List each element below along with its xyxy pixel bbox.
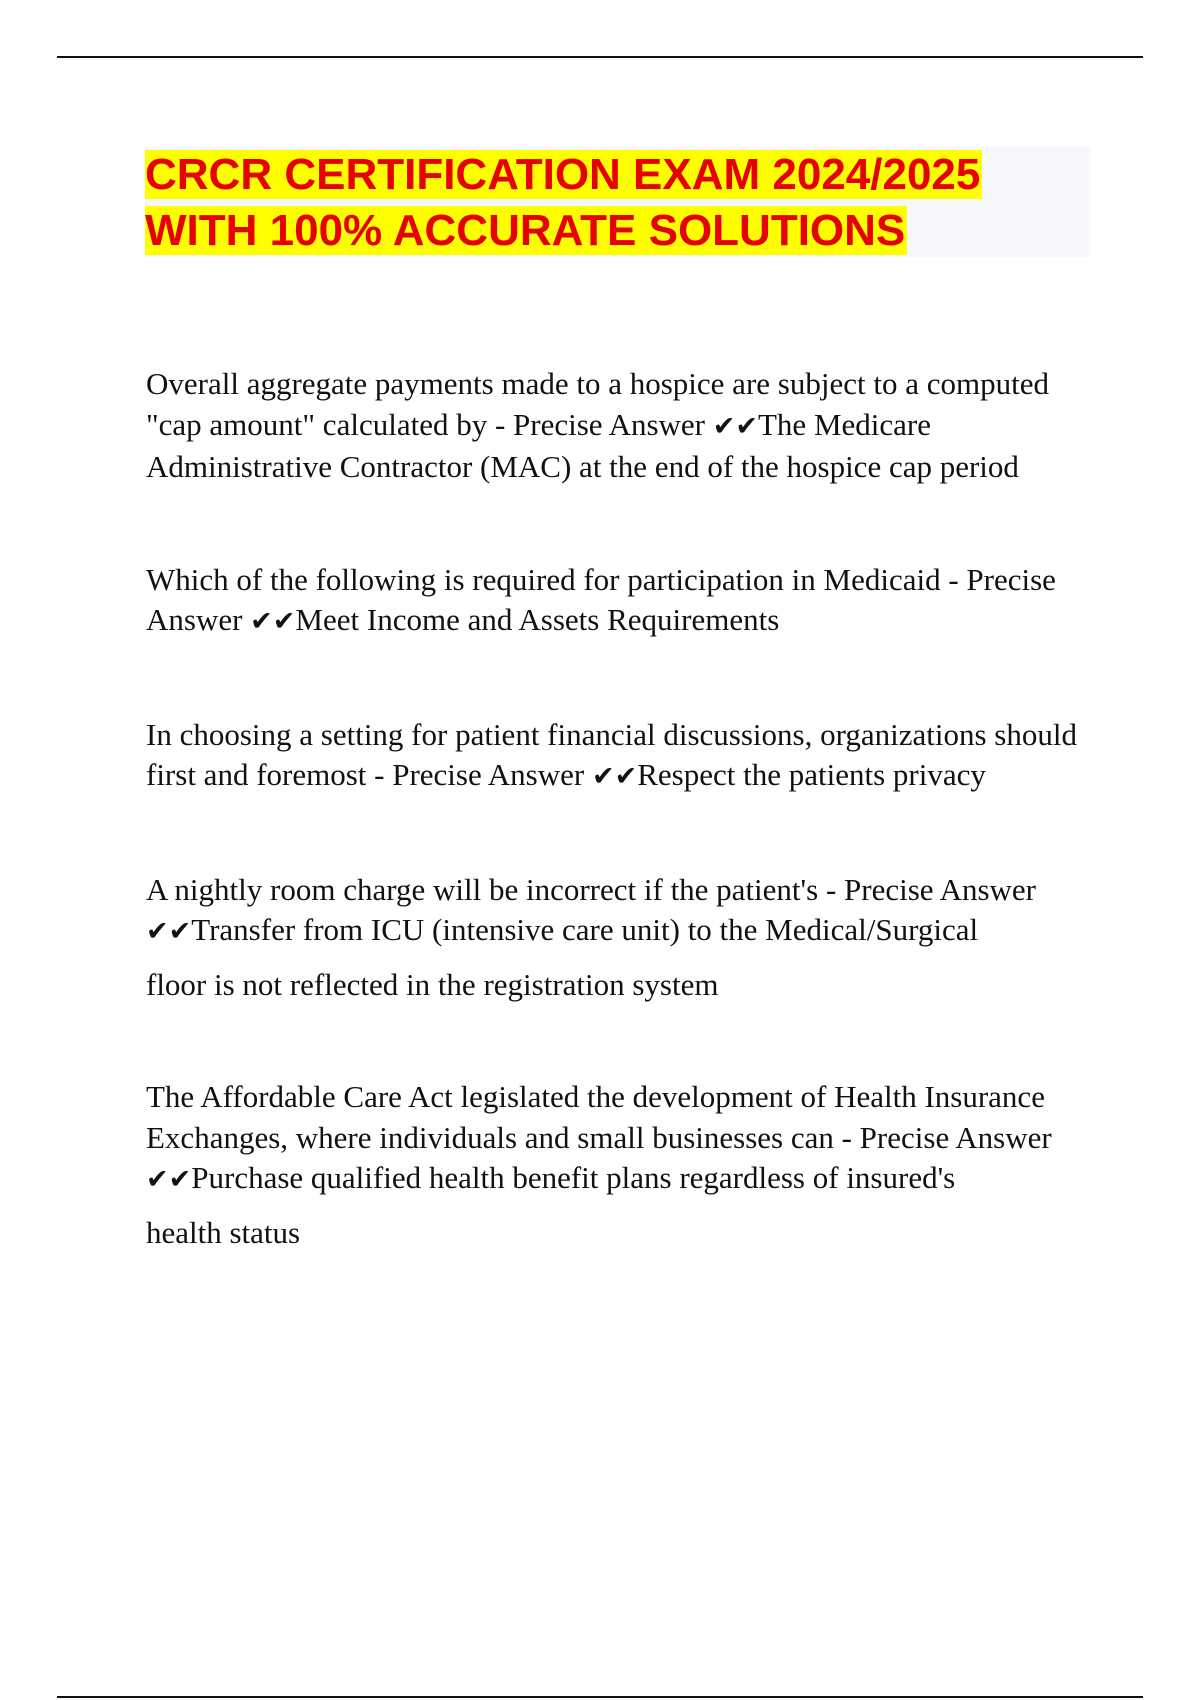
double-check-icon: ✔✔	[712, 410, 758, 442]
answer-text: Purchase qualified health benefit plans regardless of insured's	[191, 1160, 956, 1195]
qa-item	[146, 715, 1096, 798]
qa-item	[146, 870, 1096, 1006]
question-text: A nightly room charge will be incorrect if the patient's - Precise Answer	[146, 871, 1036, 907]
question-text: Which of the following is required for participation in Medicaid - Precise Answer	[146, 561, 1056, 637]
qa-item	[146, 560, 1096, 643]
title-highlight	[145, 150, 982, 255]
header-rule	[57, 56, 1143, 58]
qa-item	[146, 1077, 1096, 1253]
answer-text: Meet Income and Assets Requirements	[295, 602, 780, 637]
qa-text	[146, 870, 1096, 953]
title-line-2: WITH 100% ACCURATE SOLUTIONS	[145, 206, 906, 255]
qa-list	[146, 364, 1096, 1253]
answer-continuation: health status	[146, 1214, 301, 1250]
document-title	[145, 147, 1090, 259]
qa-text	[146, 715, 1096, 798]
title-block	[145, 147, 1090, 257]
qa-text	[146, 560, 1096, 643]
double-check-icon: ✔✔	[591, 761, 638, 792]
answer-text: The Medicare Administrative Contractor (MAC) at the end of the hospice cap period	[146, 406, 1019, 484]
double-check-icon: ✔✔	[250, 606, 296, 637]
qa-text	[146, 364, 1096, 488]
question-text: In choosing a setting for patient financial discussions, organizations should first and foremost - Precise Answer	[146, 716, 1077, 792]
double-check-icon: ✔✔	[146, 916, 192, 947]
footer-rule	[57, 1696, 1143, 1698]
answer-continuation: floor is not reflected in the registration system	[146, 966, 719, 1002]
answer-text: Transfer from ICU (intensive care unit) to the Medical/Surgical	[191, 912, 979, 947]
answer-text: Respect the patients privacy	[637, 757, 986, 792]
title-line-1: CRCR CERTIFICATION EXAM 2024/2025	[145, 150, 981, 199]
question-text: Overall aggregate payments made to a hospice are subject to a computed "cap amount" calculated by - Precise Answer	[146, 366, 1049, 442]
qa-item	[146, 364, 1096, 488]
double-check-icon: ✔✔	[146, 1164, 192, 1195]
qa-text	[146, 1077, 1096, 1201]
question-text: The Affordable Care Act legislated the development of Health Insurance Exchanges, where individuals and small businesses can - Precise Answer	[146, 1079, 1052, 1155]
